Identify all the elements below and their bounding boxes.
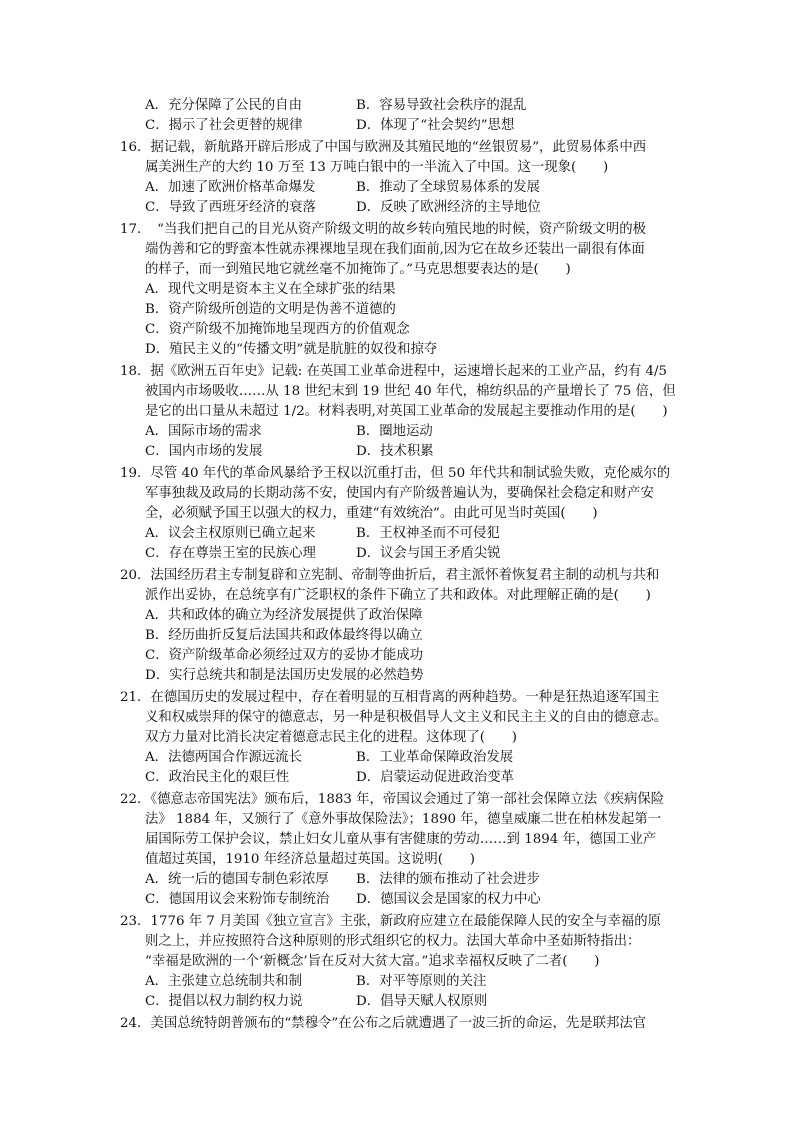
option-line: C．存在尊崇王室的民族心理 <box>145 546 316 561</box>
question-text-line: 派作出妥协，在总统享有广泛职权的条件下确立了共和政体。对此理解正确的是( ) <box>145 588 651 603</box>
question-23-stem: 23．1776 年 7 月美国《独立宣言》主张，新政府应建立在最能保障人民的安全与幸福的原 <box>120 914 662 929</box>
option-line: B．资产阶级所创造的文明是伪善不道德的 <box>145 302 396 317</box>
option-line: D．技术积累 <box>356 444 434 459</box>
option-line: C．政治民主化的艰巨性 <box>145 770 290 785</box>
question-24-stem: 24．美国总统特朗普颁布的“禁穆令”在公布之后就遭遇了一波三折的命运，先是联邦法官 <box>120 1016 647 1031</box>
option-line: D．体现了“社会契约”思想 <box>356 118 515 133</box>
option-line: B．容易导致社会秩序的混乱 <box>356 98 527 113</box>
question-text-line: 军事独裁及政局的长期动荡不安，使国内有产阶级普遍认为，要确保社会稳定和财产安 <box>145 486 654 501</box>
option-line: B．对平等原则的关注 <box>356 974 487 989</box>
question-20-stem: 20．法国经历君主专制复辟和立宪制、帝制等曲折后，君主派怀着恢复君主制的动机与共和 <box>120 568 660 583</box>
question-19-stem: 19．尽管 40 年代的革命风暴给予王权以沉重打击，但 50 年代共和制试验失败，克伦威尔的 <box>120 466 671 481</box>
question-21-stem: 21．在德国历史的发展过程中，存在着明显的互相背离的两种趋势。一种是狂热追逐军国主 <box>120 690 660 705</box>
option-line: C．国内市场的发展 <box>145 444 263 459</box>
option-line: B．圈地运动 <box>356 424 433 439</box>
question-16-stem: 16．据记载，新航路开辟后形成了中国与欧洲及其殖民地的“丝银贸易”，此贸易体系中西 <box>120 140 647 155</box>
option-line: A．共和政体的确立为经济发展提供了政治保障 <box>145 608 423 623</box>
option-line: C．资产阶级不加掩饰地呈现西方的价值观念 <box>145 322 410 337</box>
question-text-line: 值超过英国，1910 年经济总量超过英国。这说明( ) <box>145 852 475 867</box>
question-22-stem: 22．《德意志帝国宪法》颁布后，1883 年，帝国议会通过了第一部社会保障立法《疾病保险 <box>120 792 665 807</box>
question-text-line: 双方力量对比消长决定着德意志民主化的进程。这体现了( ) <box>145 730 517 745</box>
option-line: A．充分保障了公民的自由 <box>145 98 302 113</box>
question-text-line: 则之上，并应按照符合这种原则的形式组织它的权力。法国大革命中圣茹斯特指出： <box>145 934 641 949</box>
question-text-line: “幸福是欧洲的一个‘新概念’旨在反对大贫大富。”追求幸福权反映了二者( ) <box>145 954 600 969</box>
option-line: C．资产阶级革命必须经过双方的妥协才能成功 <box>145 648 424 663</box>
option-line: B．推动了全球贸易体系的发展 <box>356 180 540 195</box>
option-line: B．经历曲折反复后法国共和政体最终得以确立 <box>145 628 423 643</box>
option-line: D．实行总统共和制是法国历史发展的必然趋势 <box>145 668 424 683</box>
question-text-line: 被国内市场吸收……从 18 世纪末到 19 世纪 40 年代，棉纺织品的产量增长了 75 倍，但 <box>145 384 676 399</box>
option-line: C．德国用议会来粉饰专制统治 <box>145 892 330 907</box>
option-line: A．现代文明是资本主义在全球扩张的结果 <box>145 282 396 297</box>
option-line: A．统一后的德国专制色彩浓厚 <box>145 872 329 887</box>
option-line: C．揭示了社会更替的规律 <box>145 118 303 133</box>
option-line: A．主张建立总统制共和制 <box>145 974 302 989</box>
question-text-line: 的样子，而一到殖民地它就丝毫不加掩饰了。”马克思想要表达的是( ) <box>145 262 571 277</box>
option-line: B．工业革命保障政治发展 <box>356 750 514 765</box>
question-18-stem: 18．据《欧洲五百年史》记载: 在英国工业革命进程中，运速增长起来的工业产品，约有 4/5 <box>120 364 668 379</box>
option-line: A．法德两国合作源远流长 <box>145 750 302 765</box>
option-line: D．启蒙运动促进政治变革 <box>356 770 515 785</box>
question-text-line: 端伪善和它的野蛮本性就赤裸裸地呈现在我们面前,因为它在故乡还装出一副很有体面 <box>145 242 645 257</box>
question-text-line: 届国际劳工保护会议，禁止妇女儿童从事有害健康的劳动……到 1894 年，德国工业产 <box>145 832 657 847</box>
question-17-stem: 17． “当我们把自己的目光从资产阶级文明的故乡转向殖民地的时候，资产阶级文明的极 <box>120 222 647 237</box>
option-line: A．议会主权原则已确立起来 <box>145 526 316 541</box>
option-line: B．法律的颁布推动了社会进步 <box>356 872 540 887</box>
question-text-line: 全，必须赋予国王以强大的权力，重建“有效统治”。由此可见当时英国( ) <box>145 506 598 521</box>
question-text-line: 是它的出口量从未超过 1/2。材料表明,对英国工业革命的发展起主要推动作用的是( ) <box>145 404 668 419</box>
question-text-line: 义和权威崇拜的保守的德意志，另一种是积极倡导人文主义和民主主义的自由的德意志。 <box>145 710 668 725</box>
option-line: D．殖民主义的“传播文明”就是肮脏的奴役和掠夺 <box>145 342 438 357</box>
option-line: D．议会与国王矛盾尖锐 <box>356 546 501 561</box>
option-line: A．国际市场的需求 <box>145 424 262 439</box>
option-line: A．加速了欧洲价格革命爆发 <box>145 180 316 195</box>
option-line: B．王权神圣而不可侵犯 <box>356 526 500 541</box>
option-line: D．倡导天赋人权原则 <box>356 994 488 1009</box>
option-line: C．导致了西班牙经济的衰落 <box>145 200 316 215</box>
option-line: C．提倡以权力制约权力说 <box>145 994 303 1009</box>
option-line: D．反映了欧洲经济的主导地位 <box>356 200 541 215</box>
question-text-line: 法》 1884 年，又颁行了《意外事故保险法》；1890 年，德皇威廉二世在柏林发起第一 <box>145 812 662 827</box>
question-text-line: 属美洲生产的大约 10 万至 13 万吨白银中的一半流入了中国。这一现象( ) <box>145 160 609 175</box>
option-line: D．德国议会是国家的权力中心 <box>356 892 541 907</box>
